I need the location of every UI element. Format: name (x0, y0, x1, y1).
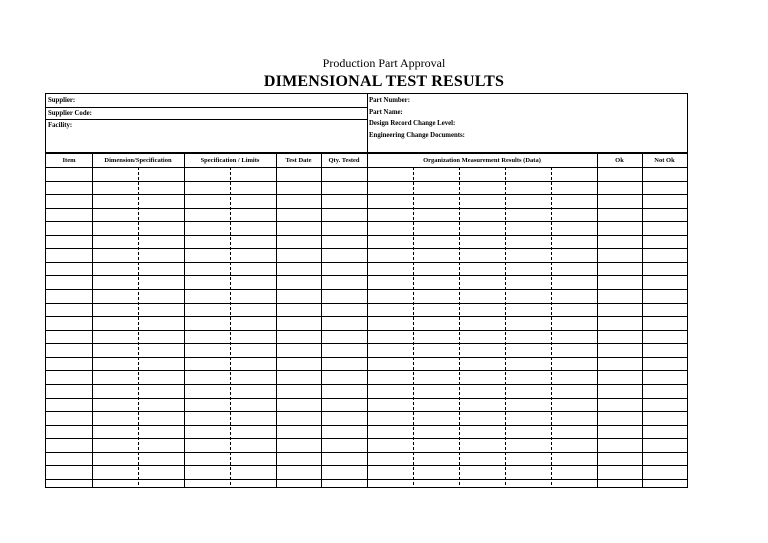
supplier-info (48, 95, 364, 132)
design-record-change-level-label: Design Record Change Level: (369, 120, 456, 128)
supplier-field[interactable] (46, 95, 368, 108)
supplier-code-field[interactable] (46, 108, 368, 121)
form-subtitle: Production Part Approval (322, 56, 446, 70)
col-header-test-date: Test Date (285, 157, 312, 164)
results-table (45, 153, 688, 488)
facility-label: Facility: (48, 122, 73, 130)
part-name-label: Part Name: (369, 108, 403, 116)
col-header-dimension: Dimension/Specification (104, 157, 172, 164)
part-info (369, 95, 685, 141)
part-number-label: Part Number: (369, 97, 410, 104)
part-info-box (45, 93, 688, 153)
col-header-specification: Specification / Limits (200, 157, 260, 164)
col-header-ok: Ok (615, 157, 624, 164)
form-title: DIMENSIONAL TEST RESULTS (263, 73, 505, 90)
results-grid-lines (46, 154, 687, 487)
engineering-change-documents-label: Engineering Change Documents: (369, 131, 465, 139)
col-header-results: Organization Measurement Results (Data) (423, 157, 541, 164)
part-name-field[interactable] (369, 107, 685, 119)
col-header-qty-tested: Qty. Tested (328, 157, 360, 164)
col-header-not-ok: Not Ok (654, 157, 675, 164)
col-header-item: Item (62, 157, 76, 164)
engineering-change-documents-field[interactable] (369, 130, 685, 142)
supplier-label: Supplier: (48, 97, 76, 104)
supplier-code-label: Supplier Code: (48, 109, 92, 117)
part-number-field[interactable] (369, 95, 685, 107)
design-record-change-level-field[interactable] (369, 118, 685, 130)
facility-field[interactable] (48, 120, 364, 132)
